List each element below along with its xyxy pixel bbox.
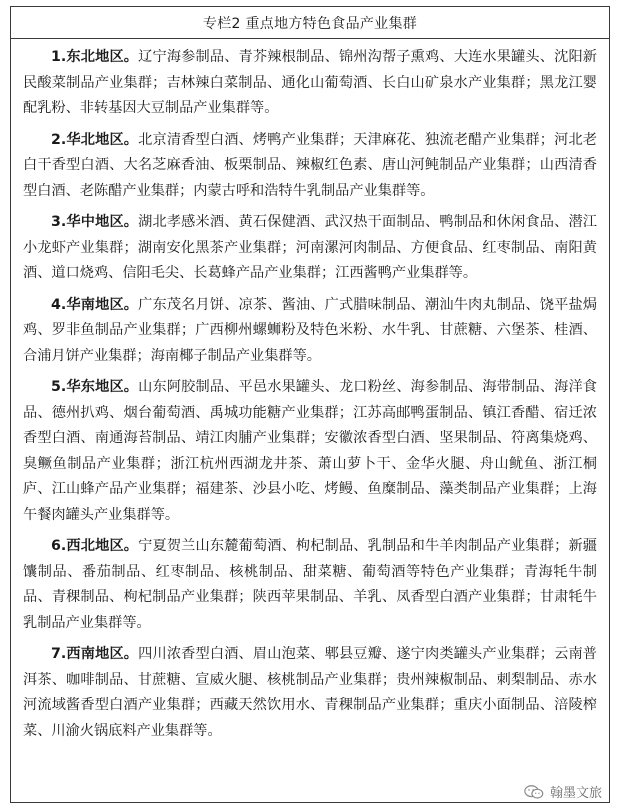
special-column-box [10, 6, 610, 803]
section-text: 山东阿胶制品、平邑水果罐头、龙口粉丝、海参制品、海带制品、海洋食品、德州扒鸡、烟台葡萄酒、禹城功能糖产业集群；江苏高邮鸭蛋制品、镇江香醋、宿迁浓香型白酒、南通海苔制品、靖江肉脯产业集群；安徽浓香型白酒、坚果制品、符离集烧鸡、臭鳜鱼制品产业集群；浙江杭州西湖龙井茶、萧山萝卜干、金华火腿、舟山鱿鱼、浙江桐庐、江山蜂产品产业集群；福建茶、沙县小吃、烤鳗、鱼糜制品、藻类制品产业集群；上海午餐肉罐头产业集群等。 [23, 379, 597, 523]
section-heading: 2.华北地区。 [51, 131, 139, 148]
section-north [23, 128, 597, 205]
column-content [11, 39, 609, 744]
wechat-icon [524, 784, 544, 800]
section-text: 四川浓香型白酒、眉山泡菜、郫县豆瓣、遂宁肉类罐头产业集群；云南普洱茶、咖啡制品、甘蔗糖、宣威火腿、核桃制品产业集群；贵州辣椒制品、刺梨制品、赤水河流域酱香型白酒产业集群；西藏天然饮用水、青稞制品产业集群；重庆小面制品、涪陵榨菜、川渝火锅底料产业集群等。 [23, 646, 597, 739]
section-northwest [23, 534, 597, 636]
section-southwest [23, 642, 597, 744]
section-text: 广东茂名月饼、凉茶、酱油、广式腊味制品、潮汕牛肉丸制品、饶平盐焗鸡、罗非鱼制品产业集群；广西柳州螺蛳粉及特色米粉、水牛乳、甘蔗糖、六堡茶、桂酒、合浦月饼产业集群；海南椰子制品产业集群等。 [23, 296, 597, 364]
section-text: 辽宁海参制品、青芥辣根制品、锦州沟帮子熏鸡、大连水果罐头、沈阳新民酸菜制品产业集群；吉林辣白菜制品、通化山葡萄酒、长白山矿泉水产业集群；黑龙江婴配乳粉、非转基因大豆制品产业集群等。 [23, 49, 597, 116]
section-northeast [23, 45, 597, 122]
section-heading: 4.华南地区。 [51, 296, 139, 313]
section-text: 宁夏贺兰山东麓葡萄酒、枸杞制品、乳制品和牛羊肉制品产业集群；新疆馕制品、番茄制品、红枣制品、核桃制品、甜菜糖、葡萄酒等特色产业集群；青海牦牛制品、青稞制品、枸杞制品产业集群；陕西苹果制品、羊乳、凤香型白酒产业集群；甘肃牦牛乳制品产业集群等。 [23, 538, 597, 631]
section-heading: 1.东北地区。 [51, 49, 139, 65]
section-east [23, 375, 597, 528]
source-watermark [522, 782, 604, 801]
section-heading: 3.华中地区。 [51, 214, 139, 230]
watermark-label: 翰墨文旅 [549, 786, 602, 801]
section-central [23, 210, 597, 287]
section-heading: 5.华东地区。 [51, 379, 139, 395]
section-heading: 7.西南地区。 [51, 646, 139, 662]
section-south [23, 293, 597, 370]
section-text: 湖北孝感米酒、黄石保健酒、武汉热干面制品、鸭制品和休闲食品、潜江小龙虾产业集群；湖南安化黑茶产业集群；河南漯河肉制品、方便食品、红枣制品、南阳黄酒、道口烧鸡、信阳毛尖、长葛蜂产品产业集群；江西酱鸭产业集群等。 [23, 214, 597, 281]
column-title: 专栏2 重点地方特色食品产业集群 [11, 7, 609, 39]
section-text: 北京清香型白酒、烤鸭产业集群；天津麻花、独流老醋产业集群；河北老白干香型白酒、大名芝麻香油、板栗制品、辣椒红色素、唐山河鲀制品产业集群；山西清香型白酒、老陈醋产业集群；内蒙古呼和浩特牛乳制品产业集群等。 [23, 131, 597, 199]
section-heading: 6.西北地区。 [51, 538, 139, 554]
